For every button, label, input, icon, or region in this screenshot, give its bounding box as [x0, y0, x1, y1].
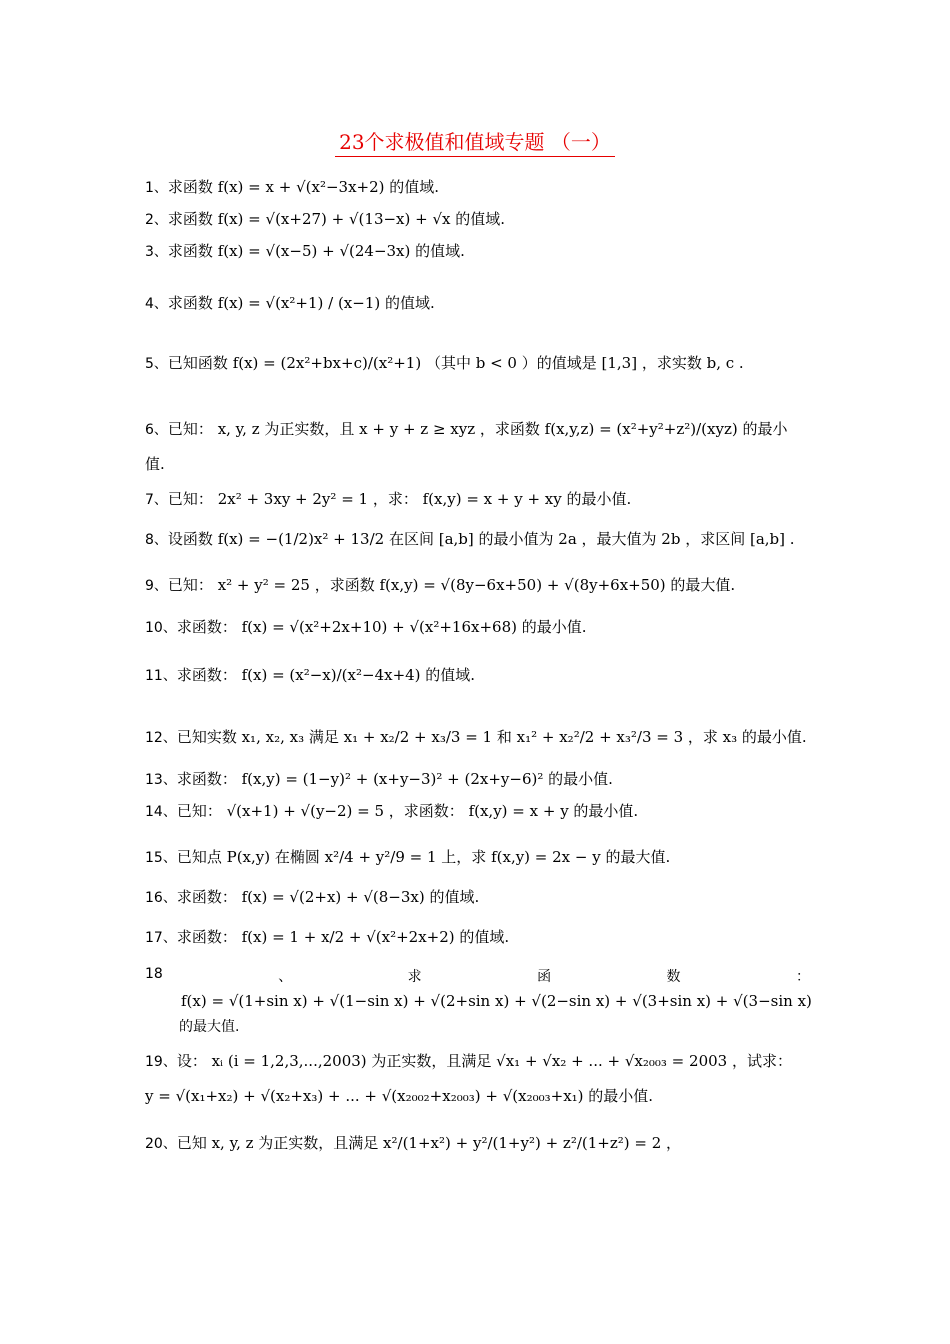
problem-10: 10、求函数： f(x) = √(x²+2x+10) + √(x²+16x+68) 的最小值.: [145, 618, 587, 636]
problem-18-tail: 的最大值.: [179, 1019, 240, 1035]
problem-17: 17、求函数： f(x) = 1 + x/2 + √(x²+2x+2) 的值域.: [145, 928, 510, 946]
problem-5: 5、已知函数 f(x) = (2x²+bx+c)/(x²+1) （其中 b < 0 ）的值域是 [1,3] ，求实数 b, c .: [145, 354, 744, 372]
problem-18: [145, 966, 810, 1036]
problem-15: 15、已知点 P(x,y) 在椭圆 x²/4 + y²/9 = 1 上，求 f(x,y) = 2x − y 的最大值.: [145, 848, 671, 866]
problem-12: 12、已知实数 x₁, x₂, x₃ 满足 x₁ + x₂/2 + x₃/3 = 1 和 x₁² + x₂²/2 + x₃²/3 = 3 ，求 x₃ 的最小值.: [145, 728, 807, 746]
problem-9: 9、已知： x² + y² = 25 ，求函数 f(x,y) = √(8y−6x+50) + √(8y+6x+50) 的最大值.: [145, 576, 736, 594]
problem-16: 16、求函数： f(x) = √(2+x) + √(8−3x) 的值域.: [145, 888, 480, 906]
problem-18-formula: f(x) = √(1+sin x) + √(1−sin x) + √(2+sin x) + √(2−sin x) + √(3+sin x) + √(3−sin x): [181, 992, 812, 1010]
problem-1: 1、求函数 f(x) = x + √(x²−3x+2) 的值域.: [145, 178, 440, 196]
problem-18-header: 18 、 求 函 数 ：: [145, 966, 810, 985]
problem-19: 19、设： xᵢ (i = 1,2,3,...,2003) 为正实数，且满足 √x₁ + √x₂ + ... + √x₂₀₀₃ = 2003 ，试求： y = √(x₁+x₂) + √(x₂+x₃) + ... + √(x₂₀₀₂+x₂₀₀₃) + √(x₂₀₀₃+x₁) 的最小值.: [145, 1052, 792, 1105]
page-title: 23个求极值和值域专题 （一）: [0, 126, 950, 155]
problem-3: 3、求函数 f(x) = √(x−5) + √(24−3x) 的值域.: [145, 242, 465, 260]
problem-7: 7、已知： 2x² + 3xy + 2y² = 1 ，求： f(x,y) = x + y + xy 的最小值.: [145, 490, 632, 508]
problem-20: 20、已知 x, y, z 为正实数，且满足 x²/(1+x²) + y²/(1+y²) + z²/(1+z²) = 2 ，: [145, 1134, 682, 1152]
problem-14: 14、已知： √(x+1) + √(y−2) = 5 ，求函数： f(x,y) = x + y 的最小值.: [145, 802, 639, 820]
problem-6: 6、已知： x, y, z 为正实数，且 x + y + z ≥ xyz ，求函数 f(x,y,z) = (x²+y²+z²)/(xyz) 的最小值.: [145, 420, 788, 473]
problem-2: 2、求函数 f(x) = √(x+27) + √(13−x) + √x 的值域.: [145, 210, 506, 228]
problem-8: 8、设函数 f(x) = −(1/2)x² + 13/2 在区间 [a,b] 的最小值为 2a ，最大值为 2b ，求区间 [a,b] .: [145, 530, 795, 548]
problem-13: 13、求函数： f(x,y) = (1−y)² + (x+y−3)² + (2x+y−6)² 的最小值.: [145, 770, 613, 788]
problem-4: 4、求函数 f(x) = √(x²+1) / (x−1) 的值域.: [145, 294, 435, 312]
problem-11: 11、求函数： f(x) = (x²−x)/(x²−4x+4) 的值域.: [145, 666, 476, 684]
